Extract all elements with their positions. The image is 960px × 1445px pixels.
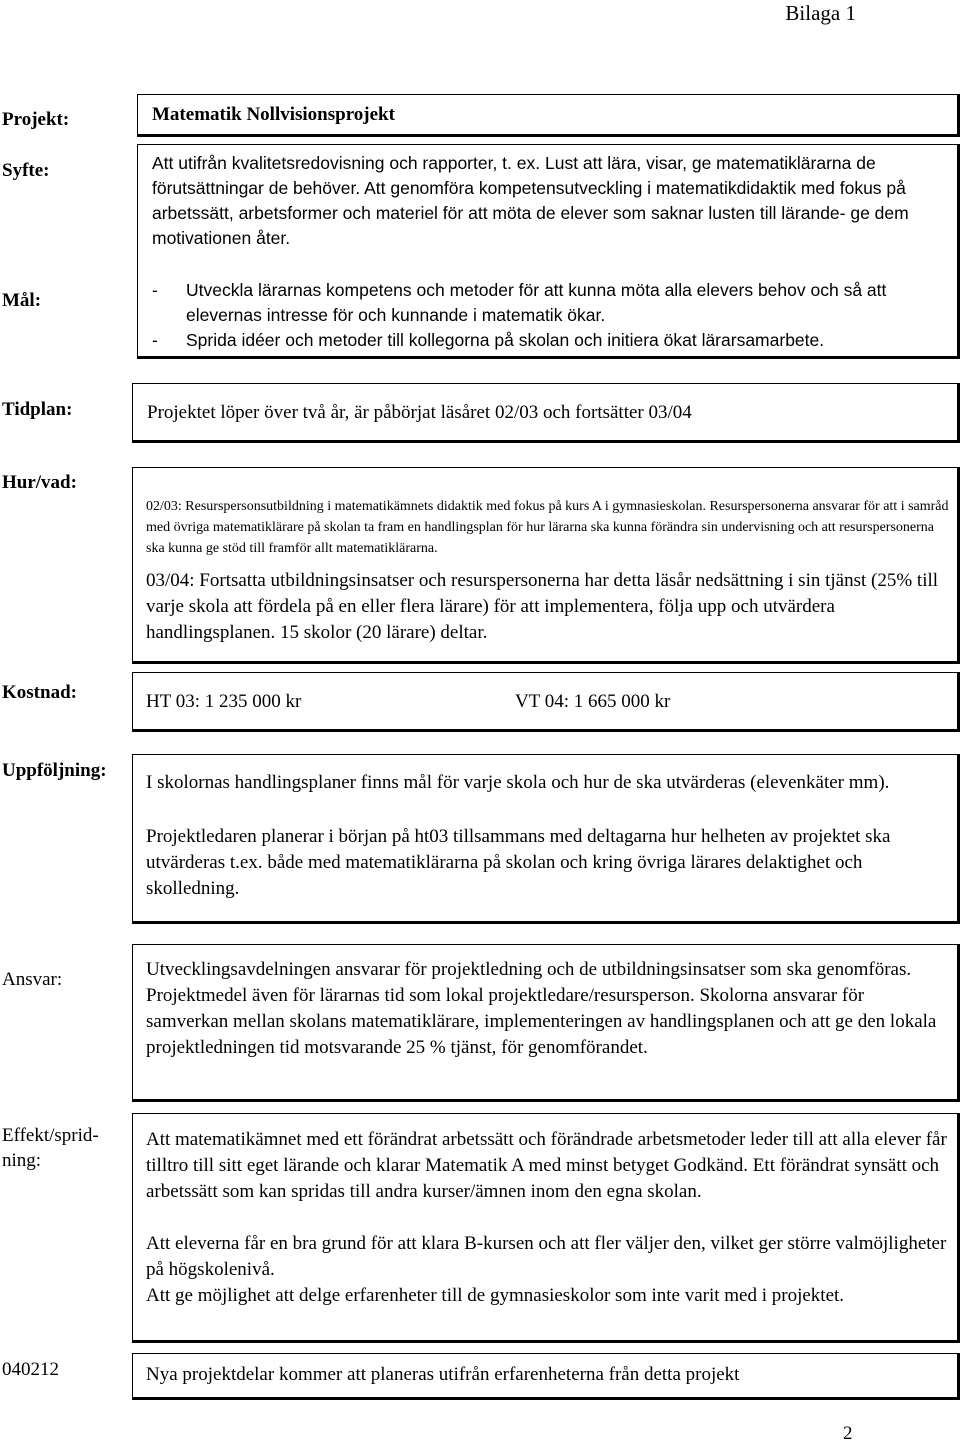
ansvar-box: [132, 944, 960, 1102]
kostnad-ht: HT 03: 1 235 000 kr: [146, 691, 302, 712]
uppfoljning-p2: Projektledaren planerar i början på ht03 tillsammans med deltagarna hur helheten av projektet ska utvärderas t.ex. både med matematiklärarna på skolan och kring övriga lärares delaktighet och skolledning.: [146, 826, 891, 899]
effekt-box: [132, 1113, 960, 1343]
mal-item: - Utveckla lärarnas kompetens och metoder för att kunna möta alla elevers behov och så att elevernas intresse för och kunnande i matematik ökar.: [148, 278, 953, 328]
label-date: 040212: [2, 1359, 59, 1380]
uppfoljning-p1: I skolornas handlingsplaner finns mål för varje skola och hur de ska utvärderas (elevenkäter mm).: [146, 772, 890, 793]
hurvad-box: [132, 467, 960, 664]
label-ansvar: Ansvar:: [2, 969, 63, 990]
syfte-mal-box: [137, 144, 960, 359]
label-projekt: Projekt:: [2, 109, 70, 130]
label-kostnad: Kostnad:: [2, 682, 77, 703]
label-syfte: Syfte:: [2, 160, 50, 181]
hurvad-small-text: 02/03: Resurspersonsutbildning i matematikämnets didaktik med fokus på kurs A i gymnasieskolan. Resurspersonerna ansvarar för att i samråd med övriga matematiklärare på skolan ta fram en handlingsplan för hur lärarna ska kunna förändra sin undervisning och att resurspersonerna ska kunna ge stöd till framför allt matematiklärarna.: [146, 499, 949, 556]
label-mal: Mål:: [2, 290, 42, 311]
tidplan-text: Projektet löper över två år, är påbörjat läsåret 02/03 och fortsätter 03/04: [147, 402, 692, 423]
project-title: Matematik Nollvisionsprojekt: [152, 104, 395, 125]
syfte-text: Att utifrån kvalitetsredovisning och rapporter, t. ex. Lust att lära, visar, ge matematiklärarna de förutsättningar de behöver. Att genomföra kompetensutveckling i matematikdidaktik med fokus på arbetssätt, arbetsformer och materiel för att möta de elever som saknar lusten till lärande- ge dem motivationen åter.: [152, 153, 909, 248]
mal-list: [148, 278, 953, 353]
label-uppfoljning: Uppföljning:: [2, 760, 107, 781]
label-hurvad: Hur/vad:: [2, 472, 77, 493]
ansvar-text: Utvecklingsavdelningen ansvarar för projektledning och de utbildningsinsatser som ska genomföras. Projektmedel även för lärarnas tid som lokal projektledare/resursperson. Skolorna ansvarar för samverkan mellan skolans matematiklärare, implementeringen av handlingsplanen och att ge den lokala projektledningen tid motsvarande 25 % tjänst, för genomförandet.: [146, 959, 937, 1058]
effekt-p3: Att ge möjlighet att delge erfarenheter till de gymnasieskolor som inte varit med i projektet.: [146, 1285, 845, 1306]
effekt-p1: Att matematikämnet med ett förändrat arbetssätt och förändrade arbetsmetoder leder till att alla elever får tilltro till sitt eget lärande och klarar Matematik A med minst betyget Godkänd. Ett förändrat synsätt och arbetssätt som kan spridas till andra kurser/ämnen inom den egna skolan.: [146, 1129, 947, 1202]
kostnad-box: [132, 672, 960, 732]
footer-note-box: [132, 1353, 960, 1400]
label-effekt: Effekt/sprid- ning:: [2, 1125, 99, 1171]
kostnad-vt: VT 04: 1 665 000 kr: [515, 691, 671, 712]
tidplan-box: [132, 383, 960, 443]
annex-label: Bilaga 1: [785, 1, 856, 25]
effekt-p2: Att eleverna får en bra grund för att klara B-kursen och att fler väljer den, vilket ger större valmöjligheter på högskolenivå.: [146, 1233, 947, 1280]
hurvad-text: 03/04: Fortsatta utbildningsinsatser och resurspersonerna har detta läsår nedsättning i sin tjänst (25% till varje skola att fördela på en eller flera lärare) för att implementera, följa upp och utvärdera handlingsplanen. 15 skolor (20 lärare) deltar.: [146, 570, 939, 643]
footer-note-text: Nya projektdelar kommer att planeras utifrån erfarenheterna från detta projekt: [146, 1364, 740, 1385]
mal-item: - Sprida idéer och metoder till kollegorna på skolan och initiera ökat lärarsamarbete.: [148, 328, 953, 353]
uppfoljning-box: [132, 754, 960, 924]
label-tidplan: Tidplan:: [2, 399, 73, 420]
page-number: 2: [843, 1423, 853, 1444]
projekt-box: [137, 94, 960, 137]
